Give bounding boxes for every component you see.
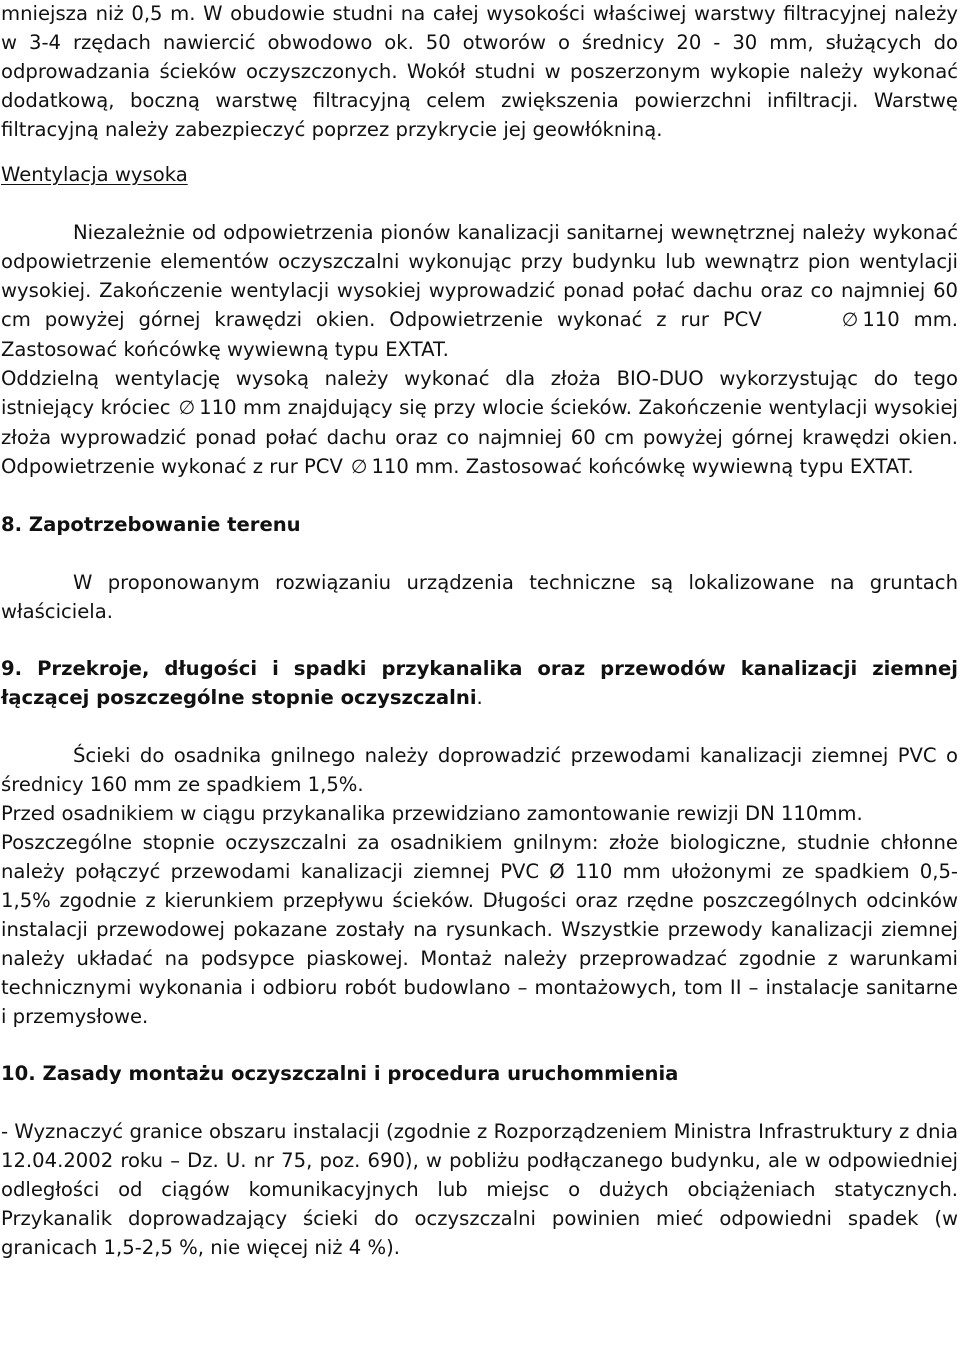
section-9-heading-text: 9. Przekroje, długości i spadki przykanalika oraz przewodów kanalizacji ziemnej łączącej poszczególne stopnie oczyszczalni: [1, 657, 958, 709]
ventilation-p1-text-b: 110 mm. Zastosować końcówkę wywiewną typu EXTAT.: [1, 308, 959, 361]
section-9-heading: [1, 654, 958, 712]
ventilation-paragraph-2: [1, 364, 958, 482]
ventilation-paragraph-1: [1, 218, 958, 364]
ventilation-p2-text-c: 110 mm. Zastosować końcówkę wywiewną typu EXTAT.: [371, 455, 914, 478]
section-8-heading: 8. Zapotrzebowanie terenu: [1, 513, 301, 536]
ventilation-p1-text-a: Niezależnie od odpowietrzenia pionów kanalizacji sanitarnej wewnętrznej należy wykonać odpowietrzenie elementów oczyszczalni wykonując przy budynku lub wewnątrz pion wentylacji wysokiej. Zakończenie wentylacji wysokiej wyprowadzić ponad połać dachu oraz co najmniej 60 cm powyżej górnej krawędzi okien. Odpowietrzenie wykonać z rur PCV: [1, 221, 958, 331]
ventilation-heading: Wentylacja wysoka: [1, 163, 188, 186]
ventilation-p2-text-a: Oddzielną wentylację wysoką należy wykonać dla złoża BIO-DUO wykorzystując do tego istniejący króciec: [1, 367, 958, 419]
diameter-icon: ∅: [350, 456, 368, 478]
section-10-item-1: - Wyznaczyć granice obszaru instalacji (zgodnie z Rozporządzeniem Ministra Infrastruktury z dnia 12.04.2002 roku – Dz. U. nr 75, poz. 690), w pobliżu podłączanego budynku, ale w odpowiedniej odległości od ciągów komunikacyjnych lub miejsc o dużych obciążeniach statycznych. Przykanalik doprowadzający ścieki do oczyszczalni powinien mieć odpowiedni spadek (w granicach 1,5-2,5 %, nie więcej niż 4 %).: [1, 1120, 958, 1259]
section-9-paragraph-2: Przed osadnikiem w ciągu przykanalika przewidziano zamontowanie rewizji DN 110mm.: [1, 802, 863, 825]
diameter-icon: ∅: [178, 397, 196, 419]
section-9-heading-period: .: [476, 686, 483, 709]
ventilation-p2-text-b: 110 mm znajdujący się przy wlocie ścieków. Zakończenie wentylacji wysokiej złoża wyprowadzić ponad połać dachu oraz co najmniej 60 cm powyżej górnej krawędzi okien. Odpowietrzenie wykonać z rur PCV: [1, 396, 958, 478]
intro-paragraph: mniejsza niż 0,5 m. W obudowie studni na całej wysokości właściwej warstwy filtracyjnej należy w 3-4 rzędach nawiercić obwodowo ok. 50 otworów o średnicy 20 - 30 mm, służących do odprowadzania ścieków oczyszczonych. Wokół studni w poszerzonym wykopie należy wykonać dodatkową, boczną warstwę filtracyjną celem zwiększenia powierzchni infiltracji. Warstwę filtracyjną należy zabezpieczyć poprzez przykrycie jej geowłókniną.: [1, 2, 958, 141]
section-10-heading: 10. Zasady montażu oczyszczalni i procedura uruchommienia: [1, 1062, 679, 1085]
section-9-paragraph-3: Poszczególne stopnie oczyszczalni za osadnikiem gnilnym: złoże biologiczne, studnie chłonne należy połączyć przewodami kanalizacji ziemnej PVC Ø 110 mm ułożonymi ze spadkiem 0,5-1,5% zgodnie z kierunkiem przepływu ścieków. Długości oraz rzędne poszczególnych odcinków instalacji przewodowej pokazane zostały na rysunkach. Wszystkie przewody kanalizacji ziemnej należy układać na podsypce piaskowej. Montaż należy przeprowadzać zgodnie z warunkami technicznymi wykonania i odbioru robót budowlano – montażowych, tom II – instalacje sanitarne i przemysłowe.: [1, 831, 958, 1028]
diameter-icon: ∅: [841, 309, 859, 331]
section-8-paragraph: W proponowanym rozwiązaniu urządzenia techniczne są lokalizowane na gruntach właściciela.: [1, 571, 958, 623]
section-9-paragraph-1: Ścieki do osadnika gnilnego należy doprowadzić przewodami kanalizacji ziemnej PVC o średnicy 160 mm ze spadkiem 1,5%.: [1, 744, 958, 796]
